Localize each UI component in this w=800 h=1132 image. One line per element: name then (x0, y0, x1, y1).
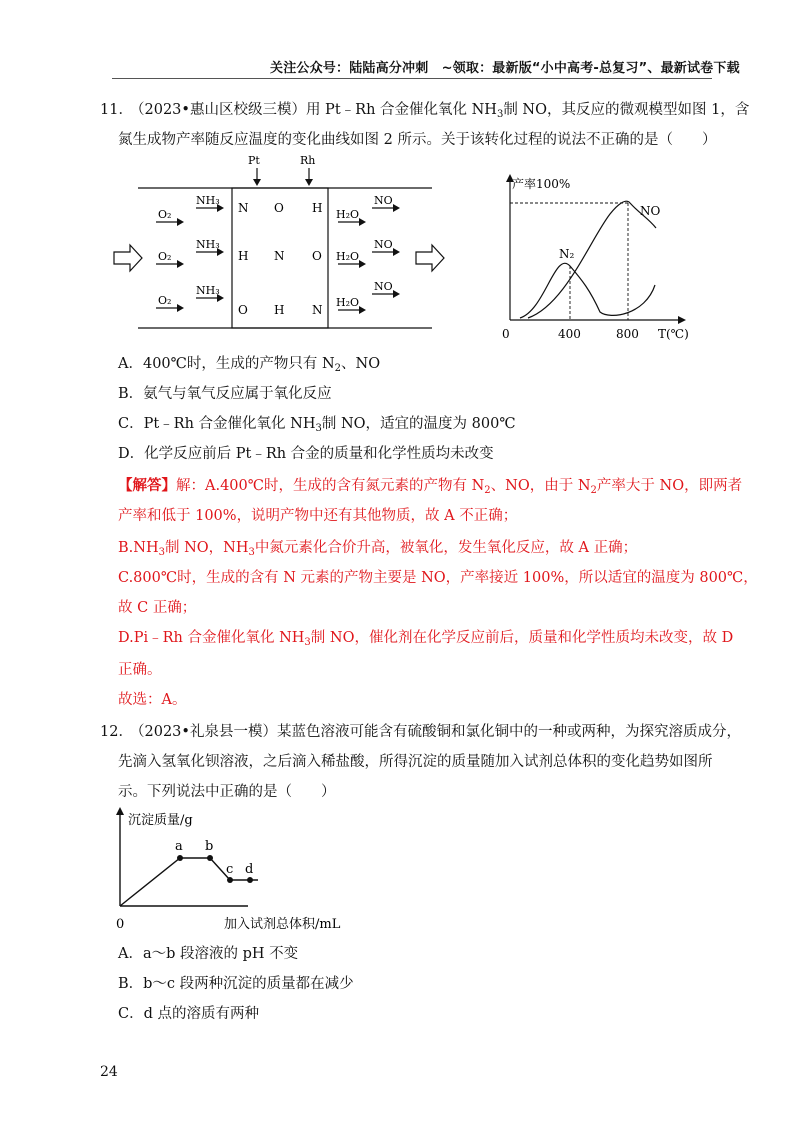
q11-figure1-reactor (110, 148, 450, 338)
o2-label-2: O₂ (158, 250, 172, 263)
n2-curve (520, 263, 655, 318)
origin-label: 0 (502, 327, 510, 341)
q11-option-a: A．400℃时，生成的产物只有 $N_2$、NO (118, 356, 381, 374)
point-b (207, 855, 213, 861)
label-c: c (226, 862, 234, 877)
yield-axis-label: 产率100% (512, 177, 571, 191)
point-c (227, 877, 233, 883)
n2-label: N₂ (559, 247, 575, 261)
point-a (177, 855, 183, 861)
precipitate-curve (120, 858, 258, 906)
no-curve (528, 201, 656, 318)
rh-label: Rh (300, 154, 316, 167)
page-header: 关注公众号：陆陆高分冲刺 ~领取：最新版“小中高考-总复习”、最新试卷下载 (270, 61, 740, 76)
q12-option-a: A．a～b 段溶液的 pH 不变 (118, 946, 299, 962)
atom-r3c2: H (274, 303, 285, 317)
tick-400: 400 (558, 327, 581, 341)
q12-precipitate-graph (108, 806, 368, 936)
q11-stem-line2: 氮生成物产率随反应温度的变化曲线如图 2 所示。关于该转化过程的说法不正确的是（ ） (118, 132, 717, 148)
q11-option-d: D．化学反应前后 Pt﹣Rh 合金的质量和化学性质均未改变 (118, 446, 494, 462)
q12-origin-label: 0 (116, 917, 125, 932)
no-label-3: NO (374, 280, 393, 293)
page-number: 24 (100, 1064, 118, 1080)
label-b: b (205, 839, 214, 854)
no-label-1: NO (374, 194, 393, 207)
temperature-axis-label: T(℃) (658, 327, 689, 341)
nh3-label-3: NH₃ (196, 284, 220, 297)
volume-axis-label: 加入试剂总体积/mL (224, 917, 341, 932)
label-a: a (175, 839, 183, 854)
q11-answer-line6: D.Pi﹣Rh 合金催化氧化 $NH_3$制 NO，催化剂在化学反应前后，质量和化学性质均未改变，故 D (118, 630, 734, 648)
tick-800: 800 (616, 327, 639, 341)
q12-option-c: C．d 点的溶质有两种 (118, 1006, 259, 1022)
q11-stem-line1: （2023•惠山区校级三模）用 Pt﹣Rh 合金催化氧化 $NH_3$制 NO，其反应的微观模型如图 1，含 (130, 102, 750, 120)
atom-r1c2: O (274, 201, 284, 215)
q12-stem-line1: （2023•礼泉县一模）某蓝色溶液可能含有硫酸铜和氯化铜中的一种或两种，为探究溶质成分， (130, 724, 741, 740)
no-label-2: NO (374, 238, 393, 251)
q11-figure2-yield-curve (490, 170, 710, 350)
atom-r3c3: N (312, 303, 323, 317)
pt-label: Pt (248, 154, 260, 167)
q11-answer-line5: 故 C 正确； (118, 600, 197, 616)
atom-r2c3: O (312, 249, 322, 263)
atom-r1c3: H (312, 201, 323, 215)
label-d: d (245, 862, 254, 877)
q11-answer-line7: 正确。 (118, 662, 162, 678)
point-d (247, 877, 253, 883)
q11-option-b: B．氨气与氧气反应属于氧化反应 (118, 386, 332, 402)
q12-number: 12． (100, 724, 133, 740)
q12-stem-line2: 先滴入氢氧化钡溶液，之后滴入稀盐酸，所得沉淀的质量随加入试剂总体积的变化趋势如图所 (118, 754, 713, 770)
no-label: NO (640, 204, 661, 218)
q11-answer-line4: C.800℃时，生成的含有 N 元素的产物主要是 NO，产率接近 100%，所以适宜的温度为 800℃， (118, 570, 758, 586)
h2o-label-2: H₂O (336, 250, 360, 263)
q11-answer-line3: $B.NH_3$制 NO，$NH_3$中氮元素化合价升高，被氧化，发生氧化反应，故 A 正确； (118, 540, 638, 558)
q11-option-c: C．Pt﹣Rh 合金催化氧化 $NH_3$制 NO，适宜的温度为 800℃ (118, 416, 516, 434)
q11-answer-line8: 故选：A。 (118, 692, 187, 708)
atom-r3c1: O (238, 303, 248, 317)
nh3-label-2: NH₃ (196, 238, 220, 251)
header-divider (112, 78, 712, 79)
o2-label-3: O₂ (158, 294, 172, 307)
q12-stem-line3: 示。下列说法中正确的是（ ） (118, 784, 336, 800)
mass-axis-label: 沉淀质量/g (128, 813, 193, 828)
q12-option-b: B．b～c 段两种沉淀的质量都在减少 (118, 976, 354, 992)
nh3-label-1: NH₃ (196, 194, 220, 207)
o2-label-1: O₂ (158, 208, 172, 221)
q11-answer-line1: 【解答】解：A.400℃时，生成的含有氮元素的产物有 $N_2$、NO，由于 $N_2$产率大于 NO，即两者 (118, 477, 743, 496)
atom-r2c2: N (274, 249, 285, 263)
h2o-label-1: H₂O (336, 208, 360, 221)
q11-number: 11． (100, 102, 133, 118)
h2o-label-3: H₂O (336, 296, 360, 309)
atom-r2c1: H (238, 249, 249, 263)
atom-r1c1: N (238, 201, 249, 215)
q11-answer-line2: 产率和低于 100%，说明产物中还有其他物质，故 A 不正确； (118, 508, 518, 524)
